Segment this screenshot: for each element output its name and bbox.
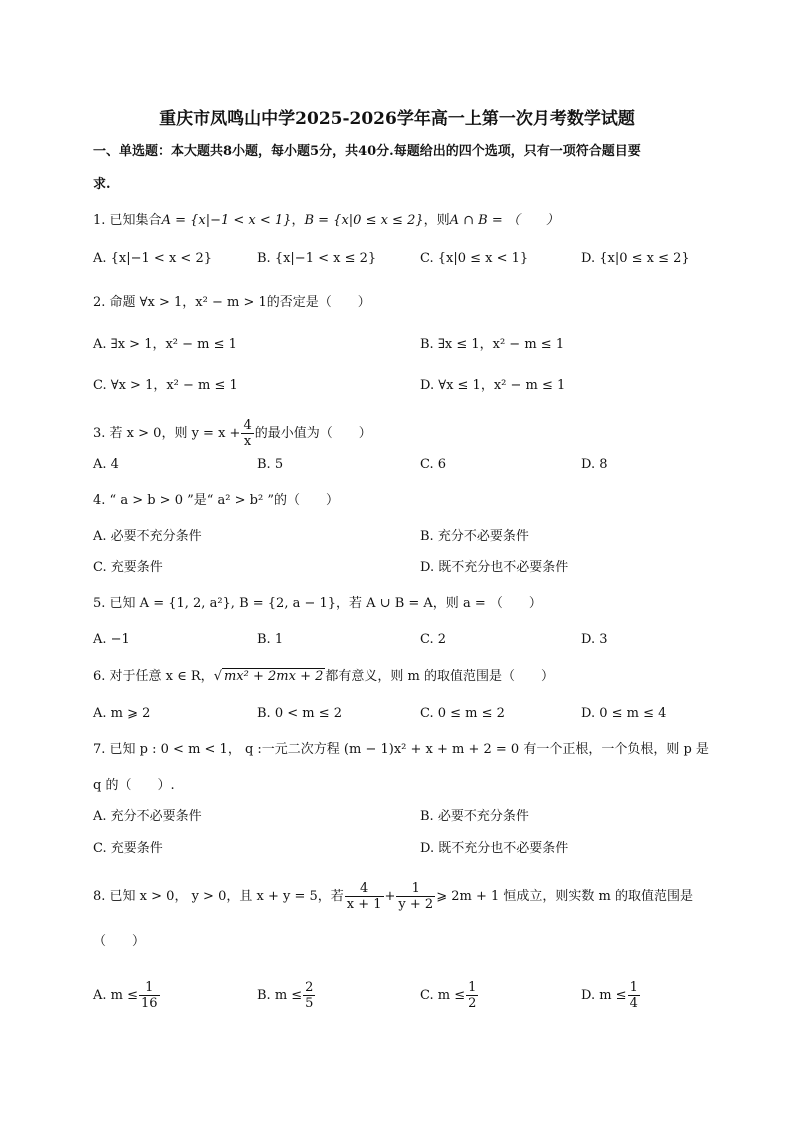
question-number: 7. bbox=[93, 742, 106, 757]
fraction-1 bbox=[345, 881, 384, 912]
option-c: C. 2 bbox=[420, 632, 447, 647]
question-number: 3. bbox=[93, 426, 106, 441]
option-c: C. {x|0 ≤ x < 1} bbox=[420, 251, 529, 266]
question-8-stem-cont: （ ） bbox=[93, 934, 146, 949]
denominator: 2 bbox=[468, 996, 477, 1011]
stem-text: 都有意义，则 m 的取值范围是（ ） bbox=[325, 669, 554, 684]
denominator: 16 bbox=[141, 996, 158, 1011]
numerator: 2 bbox=[305, 980, 314, 995]
option-b: B. ∃x ≤ 1，x² − m ≤ 1 bbox=[420, 337, 565, 352]
option-b: B. 必要不充分条件 bbox=[420, 809, 529, 824]
option-b: B. 5 bbox=[257, 457, 284, 472]
question-3-stem bbox=[93, 418, 714, 449]
option-d: D. 既不充分也不必要条件 bbox=[420, 841, 569, 856]
option-c: C. 0 ≤ m ≤ 2 bbox=[420, 706, 505, 721]
numerator: 1 bbox=[139, 980, 160, 996]
option-fraction bbox=[303, 980, 315, 1011]
stem-text: “ a > b > 0 ”是“ a² > b² ”的（ ） bbox=[109, 493, 339, 508]
option-d: D. ∀x ≤ 1，x² − m ≤ 1 bbox=[420, 378, 566, 393]
option-fraction bbox=[139, 980, 160, 1011]
question-number: 5. bbox=[93, 596, 106, 611]
question-8-stem bbox=[93, 880, 714, 914]
math-set-b: B = {x|0 ≤ x ≤ 2} bbox=[304, 213, 424, 228]
stem-text: ， bbox=[291, 213, 305, 228]
fraction bbox=[241, 418, 253, 449]
question-7-stem-cont: q 的（ ）. bbox=[93, 778, 175, 793]
option-a: A. {x|−1 < x < 2} bbox=[93, 251, 212, 266]
question-2-stem bbox=[93, 294, 714, 312]
option-b: B. {x|−1 < x ≤ 2} bbox=[257, 251, 377, 266]
question-7-stem bbox=[93, 741, 714, 759]
option-a: A. −1 bbox=[93, 632, 130, 647]
option-d: D. {x|0 ≤ x ≤ 2} bbox=[581, 251, 690, 266]
page-title: 重庆市凤鸣山中学2025-2026学年高一上第一次月考数学试题 bbox=[159, 109, 635, 129]
numerator: 1 bbox=[396, 881, 435, 897]
question-number: 1. bbox=[93, 213, 106, 228]
stem-text: ，则 bbox=[423, 213, 450, 228]
option-fraction bbox=[628, 980, 640, 1011]
option-a: A. 必要不充分条件 bbox=[93, 529, 202, 544]
option-c: C. 6 bbox=[420, 457, 447, 472]
option-label: D. m ≤ bbox=[581, 988, 627, 1003]
option-b bbox=[257, 980, 316, 1011]
option-a: A. 充分不必要条件 bbox=[93, 809, 202, 824]
question-4-stem bbox=[93, 492, 714, 510]
question-8-options bbox=[93, 972, 714, 1012]
stem-text: 若 x > 0，则 y = x + bbox=[109, 426, 241, 441]
stem-text: 已知 x > 0， y > 0，且 x + y = 5，若 bbox=[109, 889, 344, 904]
sqrt-sign: √ bbox=[213, 669, 222, 684]
option-d: D. 既不充分也不必要条件 bbox=[420, 560, 569, 575]
option-d: D. 3 bbox=[581, 632, 608, 647]
stem-text: 已知集合 bbox=[109, 213, 162, 228]
stem-text: 的最小值为（ ） bbox=[254, 426, 372, 441]
section-heading: 一、单选题：本大题共8小题，每小题5分，共40分.每题给出的四个选项，只有一项符合题目要 bbox=[93, 144, 641, 159]
option-label: C. m ≤ bbox=[420, 988, 466, 1003]
option-c: C. ∀x > 1，x² − m ≤ 1 bbox=[93, 378, 238, 393]
fraction-2 bbox=[396, 881, 435, 912]
question-number: 2. bbox=[93, 295, 106, 310]
question-number: 4. bbox=[93, 493, 106, 508]
denominator: y + 2 bbox=[398, 897, 434, 912]
option-d bbox=[581, 980, 641, 1011]
stem-text: 已知 p : 0 < m < 1， q :一元二次方程 (m − 1)x² + x + m + 2 = 0 有一个正根，一个负根，则 p 是 bbox=[109, 742, 709, 757]
option-c: C. 充要条件 bbox=[93, 841, 163, 856]
math-intersection: A ∩ B = （ ） bbox=[449, 213, 559, 228]
denominator: 5 bbox=[305, 996, 314, 1011]
option-label: A. m ≤ bbox=[93, 988, 139, 1003]
stem-text: 对于任意 x ∈ R， bbox=[109, 669, 214, 684]
option-a: A. 4 bbox=[93, 457, 119, 472]
option-a bbox=[93, 980, 161, 1011]
question-number: 8. bbox=[93, 889, 106, 904]
denominator: x bbox=[243, 434, 252, 449]
stem-text: ⩾ 2m + 1 恒成立，则实数 m 的取值范围是 bbox=[436, 889, 693, 904]
numerator: 1 bbox=[629, 980, 638, 995]
stem-text: 命题 ∀x > 1，x² − m > 1的否定是（ ） bbox=[109, 295, 371, 310]
question-number: 6. bbox=[93, 669, 106, 684]
numerator: 4 bbox=[345, 881, 384, 897]
section-heading-cont: 求. bbox=[93, 177, 111, 192]
option-b: B. 充分不必要条件 bbox=[420, 529, 529, 544]
option-label: B. m ≤ bbox=[257, 988, 303, 1003]
plus-sign: + bbox=[384, 889, 396, 904]
option-d: D. 0 ≤ m ≤ 4 bbox=[581, 706, 667, 721]
numerator: 1 bbox=[468, 980, 477, 995]
question-6-stem bbox=[93, 668, 714, 686]
denominator: 4 bbox=[629, 996, 638, 1011]
question-1-stem bbox=[93, 212, 714, 230]
denominator: x + 1 bbox=[346, 897, 382, 912]
option-b: B. 1 bbox=[257, 632, 284, 647]
option-c bbox=[420, 980, 479, 1011]
math-set-a: A = {x|−1 < x < 1} bbox=[161, 213, 292, 228]
radicand: mx² + 2mx + 2 bbox=[223, 669, 324, 684]
question-5-stem bbox=[93, 595, 714, 613]
option-d: D. 8 bbox=[581, 457, 608, 472]
option-fraction bbox=[466, 980, 478, 1011]
option-b: B. 0 < m ≤ 2 bbox=[257, 706, 343, 721]
stem-text: 已知 A = {1, 2, a²}, B = {2, a − 1}，若 A ∪ B = A，则 a = （ ） bbox=[109, 596, 542, 611]
option-a: A. ∃x > 1，x² − m ≤ 1 bbox=[93, 337, 237, 352]
option-a: A. m ⩾ 2 bbox=[93, 706, 151, 721]
numerator: 4 bbox=[243, 418, 252, 433]
option-c: C. 充要条件 bbox=[93, 560, 163, 575]
